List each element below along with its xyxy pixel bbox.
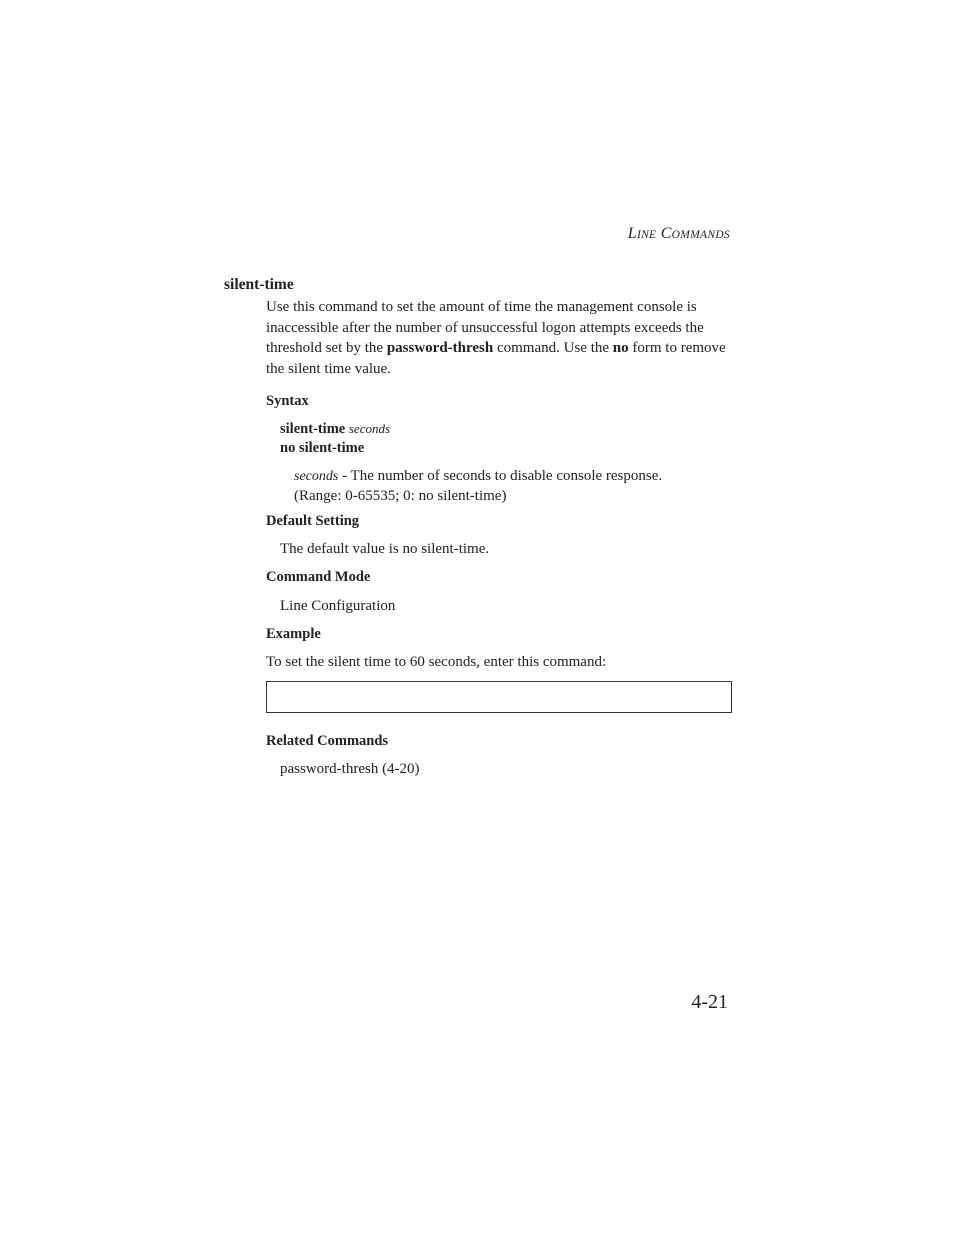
command-mode-text: Line Configuration [280, 598, 396, 614]
header-initial-1: L [627, 225, 637, 242]
description-text-3: form to remove the silent time value. [266, 340, 726, 377]
command-mode-heading: Command Mode [266, 569, 371, 585]
default-setting-heading: Default Setting [266, 513, 360, 529]
example-code-box [266, 681, 732, 713]
description-bold-2: no [612, 340, 629, 356]
example-heading: Example [266, 626, 321, 642]
syntax-heading: Syntax [266, 393, 309, 409]
header-initial-2: C [660, 225, 672, 242]
command-description [266, 297, 726, 379]
header-rest-1: INE [636, 229, 657, 241]
param-desc: - The number of seconds to disable console response. [338, 468, 663, 484]
related-commands-heading: Related Commands [266, 733, 389, 749]
parameter-description [294, 467, 734, 505]
param-name: seconds [294, 469, 339, 484]
param-range: (Range: 0-65535; 0: no silent-time) [294, 487, 507, 504]
page-number: 4-21 [691, 991, 728, 1013]
running-header [628, 225, 730, 243]
syntax-line-1 [280, 421, 390, 438]
description-bold-1: password-thresh [386, 340, 494, 356]
header-rest-2: OMMANDS [671, 229, 730, 241]
syntax-param: seconds [348, 421, 391, 436]
description-text-2: command. Use the [493, 340, 613, 356]
description-text-1: Use this command to set the amount of time the management console is inaccessible after the number of unsuccessful logon attempts exceeds the threshold set by the [266, 299, 704, 356]
related-command-link[interactable]: password-thresh (4-20) [280, 761, 420, 777]
syntax-line-2: no silent-time [280, 440, 365, 456]
command-title: silent-time [224, 276, 294, 293]
default-setting-text: The default value is no silent-time. [280, 541, 490, 557]
syntax-command: silent-time [280, 421, 346, 437]
example-text: To set the silent time to 60 seconds, enter this command: [266, 654, 607, 670]
